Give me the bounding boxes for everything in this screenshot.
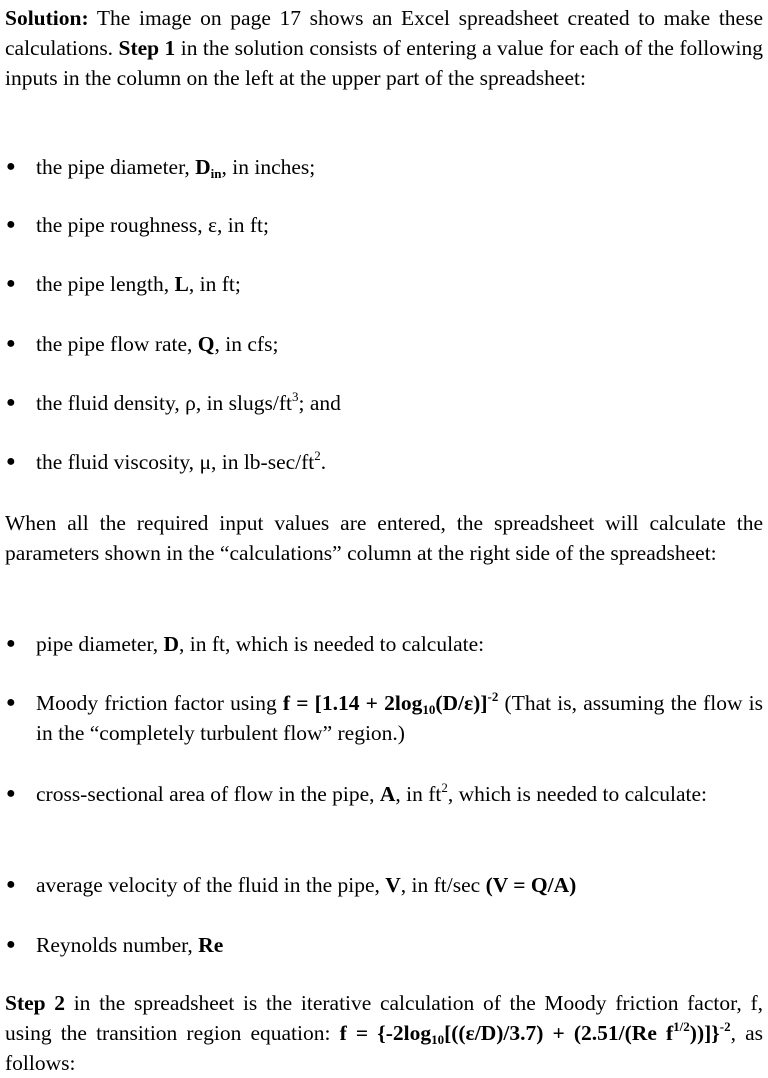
list-item [6, 210, 763, 240]
list-item [6, 930, 763, 960]
equation: [((ε/D)/3.7) + (2.51/(Re f [444, 1021, 674, 1045]
step-label: Step 1 [118, 36, 176, 60]
subscript: in [210, 166, 222, 181]
text: , in ft, which is needed to calculate: [179, 632, 485, 656]
text: , in lb-sec/ft [210, 450, 315, 474]
list-item [6, 629, 763, 659]
bullet-icon: ● [6, 453, 16, 470]
text: , in ft/sec [400, 873, 486, 897]
superscript: -2 [719, 1019, 731, 1034]
equation: f = {-2log [339, 1021, 432, 1045]
bullet-icon: ● [6, 394, 16, 411]
step2-paragraph [5, 988, 763, 1078]
bullet-icon: ● [6, 158, 16, 175]
text: , which is needed to calculate: [447, 782, 707, 806]
equation: f = [1.14 + 2log [282, 691, 423, 715]
text: the pipe length, [36, 272, 175, 296]
text: cross-sectional area of flow in the pipe, [36, 782, 380, 806]
bullet-icon: ● [6, 694, 16, 711]
symbol: μ [199, 450, 211, 474]
symbol: Re [198, 933, 224, 957]
bullet-icon: ● [6, 275, 16, 292]
symbol: D [163, 632, 180, 656]
text: the pipe diameter, [36, 155, 196, 179]
list-item [6, 269, 763, 299]
text: Reynolds number, [36, 933, 199, 957]
text: average velocity of the fluid in the pipe, [36, 873, 386, 897]
bullet-icon: ● [6, 635, 16, 652]
list-item [6, 779, 763, 809]
calculations-paragraph: When all the required input values are entered, the spreadsheet will calculate the parameters shown in the “calculations” column at the right side of the spreadsheet: [5, 511, 763, 565]
superscript: 2 [314, 448, 321, 463]
text: . [320, 450, 327, 474]
equation: ))]} [689, 1021, 720, 1045]
intro-paragraph [5, 3, 763, 93]
symbol: L [174, 272, 189, 296]
text: , in ft; [217, 213, 269, 237]
equation: (V = Q/A) [485, 873, 577, 897]
text: , as follows: [5, 1021, 763, 1075]
bullet-icon: ● [6, 335, 16, 352]
equation: (D/ε)] [435, 691, 488, 715]
symbol: V [385, 873, 401, 897]
text: the pipe flow rate, [36, 332, 198, 356]
subscript: 10 [422, 702, 436, 717]
text: ; and [298, 391, 341, 415]
text: The image on page 17 shows an Excel spreadsheet created to make these calculations. [5, 6, 763, 60]
bullet-icon: ● [6, 936, 16, 953]
text: , in cfs; [214, 332, 279, 356]
text: the pipe roughness, [36, 213, 208, 237]
symbol: A [379, 782, 396, 806]
list-item [6, 388, 763, 418]
list-item [6, 152, 763, 182]
solution-label: Solution: [5, 6, 89, 30]
text: the fluid viscosity, [36, 450, 200, 474]
text: , in ft; [188, 272, 241, 296]
superscript: -2 [487, 689, 499, 704]
symbol: Q [197, 332, 215, 356]
text: the fluid density, [36, 391, 186, 415]
superscript: 1/2 [673, 1019, 690, 1034]
list-item [6, 688, 764, 748]
superscript: 2 [441, 780, 448, 795]
bullet-icon: ● [6, 216, 16, 233]
superscript: 3 [292, 389, 299, 404]
subscript: 10 [431, 1032, 445, 1047]
text: , in slugs/ft [195, 391, 292, 415]
text: pipe diameter, [36, 632, 164, 656]
text: in the solution consists of entering a value for each of the following inputs in the column on the left at the upper part of the spreadsheet: [5, 36, 763, 90]
bullet-icon: ● [6, 785, 16, 802]
list-item [6, 447, 763, 477]
text: Moody friction factor using [36, 691, 283, 715]
symbol: ρ [185, 391, 196, 415]
step-label: Step 2 [5, 991, 66, 1015]
symbol: ε [207, 213, 217, 237]
symbol: D [195, 155, 211, 179]
text: , in ft [395, 782, 442, 806]
bullet-icon: ● [6, 876, 16, 893]
list-item [6, 870, 763, 900]
list-item [6, 329, 763, 359]
text: , in inches; [221, 155, 316, 179]
text: (That is, assuming the flow is in the “completely turbulent flow” region.) [36, 691, 764, 745]
text: in the spreadsheet is the iterative calculation of the Moody friction factor, f, using the transition region equation: [5, 991, 763, 1045]
